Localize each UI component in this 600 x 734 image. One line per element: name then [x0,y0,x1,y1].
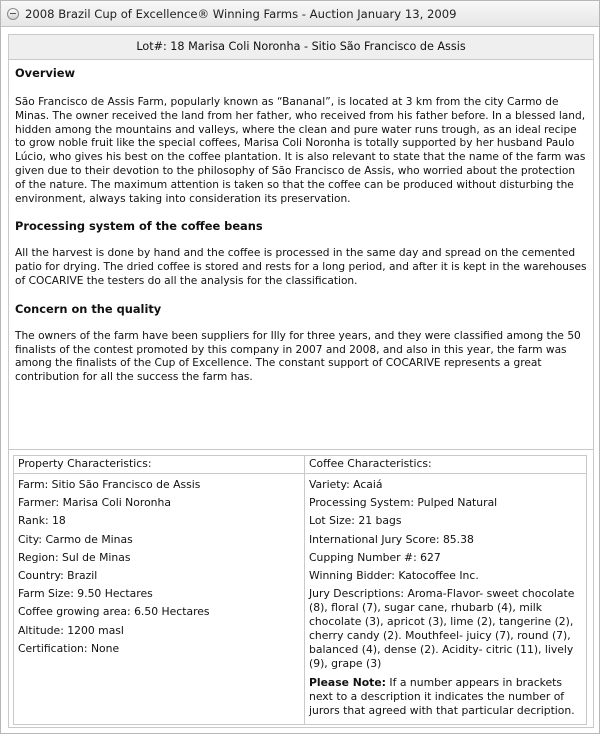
note-text: If a number appears in brackets next to a description it indicates the number of jurors that agreed with that particular decription. [309,676,575,718]
property-column [14,456,305,724]
lot-description [9,60,593,385]
quality-text: The owners of the farm have been suppliers for Illy for three years, and they were classified among the 50 finalists of the contest promoted by this company in 2007 and 2008, and also in this year, the farm was among the finalists of the Cup of Excellence. The constant support of COCARIVE represents a great contribution for all the success the farm has. [15,329,581,384]
coffee-header: Coffee Characteristics: [305,456,586,474]
coffee-processing: Processing System: Pulped Natural [309,496,498,510]
panel-titlebar[interactable] [1,1,599,27]
processing-text: All the harvest is done by hand and the coffee is processed in the same day and spread on the cemented patio for drying. The dried coffee is stored and rests for a long period, and after it is kept in the warehouses of COCARIVE the testers do all the analysis for the classification. [15,247,587,287]
property-certification: Certification: None [18,641,120,655]
property-farm: Farm: Sitio São Francisco de Assis [18,478,201,491]
coffee-variety: Variety: Acaiá [309,478,383,491]
lot-heading: Lot#: 18 Marisa Coli Noronha - Sitio São Francisco de Assis [9,35,593,60]
section-divider [9,449,593,450]
overview-heading: Overview [15,66,76,80]
coffee-jury-descriptions: Jury Descriptions: Aroma-Flavor- sweet chocolate (8), floral (7), sugar cane, rhubarb (4), milk chocolate (3), apricot (3), lime (2), tangerine (2), cherry candy (2). Mouthfeel- juicy (7), round (7), balanced (4), dense (2). Acidity- citric (11), lively (9), grape (3) [309,587,575,671]
processing-heading: Processing system of the coffee beans [15,219,263,234]
coffee-cupping-number: Cupping Number #: 627 [309,550,441,564]
coffee-lot-size: Lot Size: 21 bags [309,514,402,528]
collapse-icon[interactable] [7,8,19,20]
property-altitude: Altitude: 1200 masl [18,623,124,637]
property-farm-size: Farm Size: 9.50 Hectares [18,587,153,601]
note-label: Please Note: [309,676,386,690]
property-growing-area: Coffee growing area: 6.50 Hectares [18,605,210,619]
panel-title: 2008 Brazil Cup of Excellence® Winning Farms - Auction January 13, 2009 [25,6,457,21]
overview-text: São Francisco de Assis Farm, popularly known as “Bananal”, is located at 3 km from the city Carmo de Minas. The owner received the land from her father, who received from his father before. In a blessed land, hidden among the mountains and valleys, where the clean and pure water runs trough, as an ideal recipe to grow noble fruit like the special coffees, Marisa Coli Noronha is totally supported by her husband Paulo Lúcio, who gives his best on the coffee plantation. It is also relevant to state that the name of the farm was given due to their devotion to the philosophy of São Francisco de Assis, who worried about the protection of the nature. The maximum attention is taken so that the coffee can be produced without disturbing the environment, always taking into consideration its preservation. [15,96,586,205]
property-country: Country: Brazil [18,568,98,582]
characteristics-table [13,455,587,725]
lot-details [8,34,594,728]
property-header: Property Characteristics: [14,456,304,474]
quality-heading: Concern on the quality [15,301,162,316]
property-city: City: Carmo de Minas [18,532,133,546]
coffee-winning-bidder: Winning Bidder: Katocoffee Inc. [309,568,479,582]
coffee-note [309,676,582,718]
property-farmer: Farmer: Marisa Coli Noronha [18,496,171,510]
coffee-column [305,456,586,724]
property-region: Region: Sul de Minas [18,550,131,564]
property-rank: Rank: 18 [18,514,66,528]
coffee-jury-score: International Jury Score: 85.38 [309,532,474,546]
